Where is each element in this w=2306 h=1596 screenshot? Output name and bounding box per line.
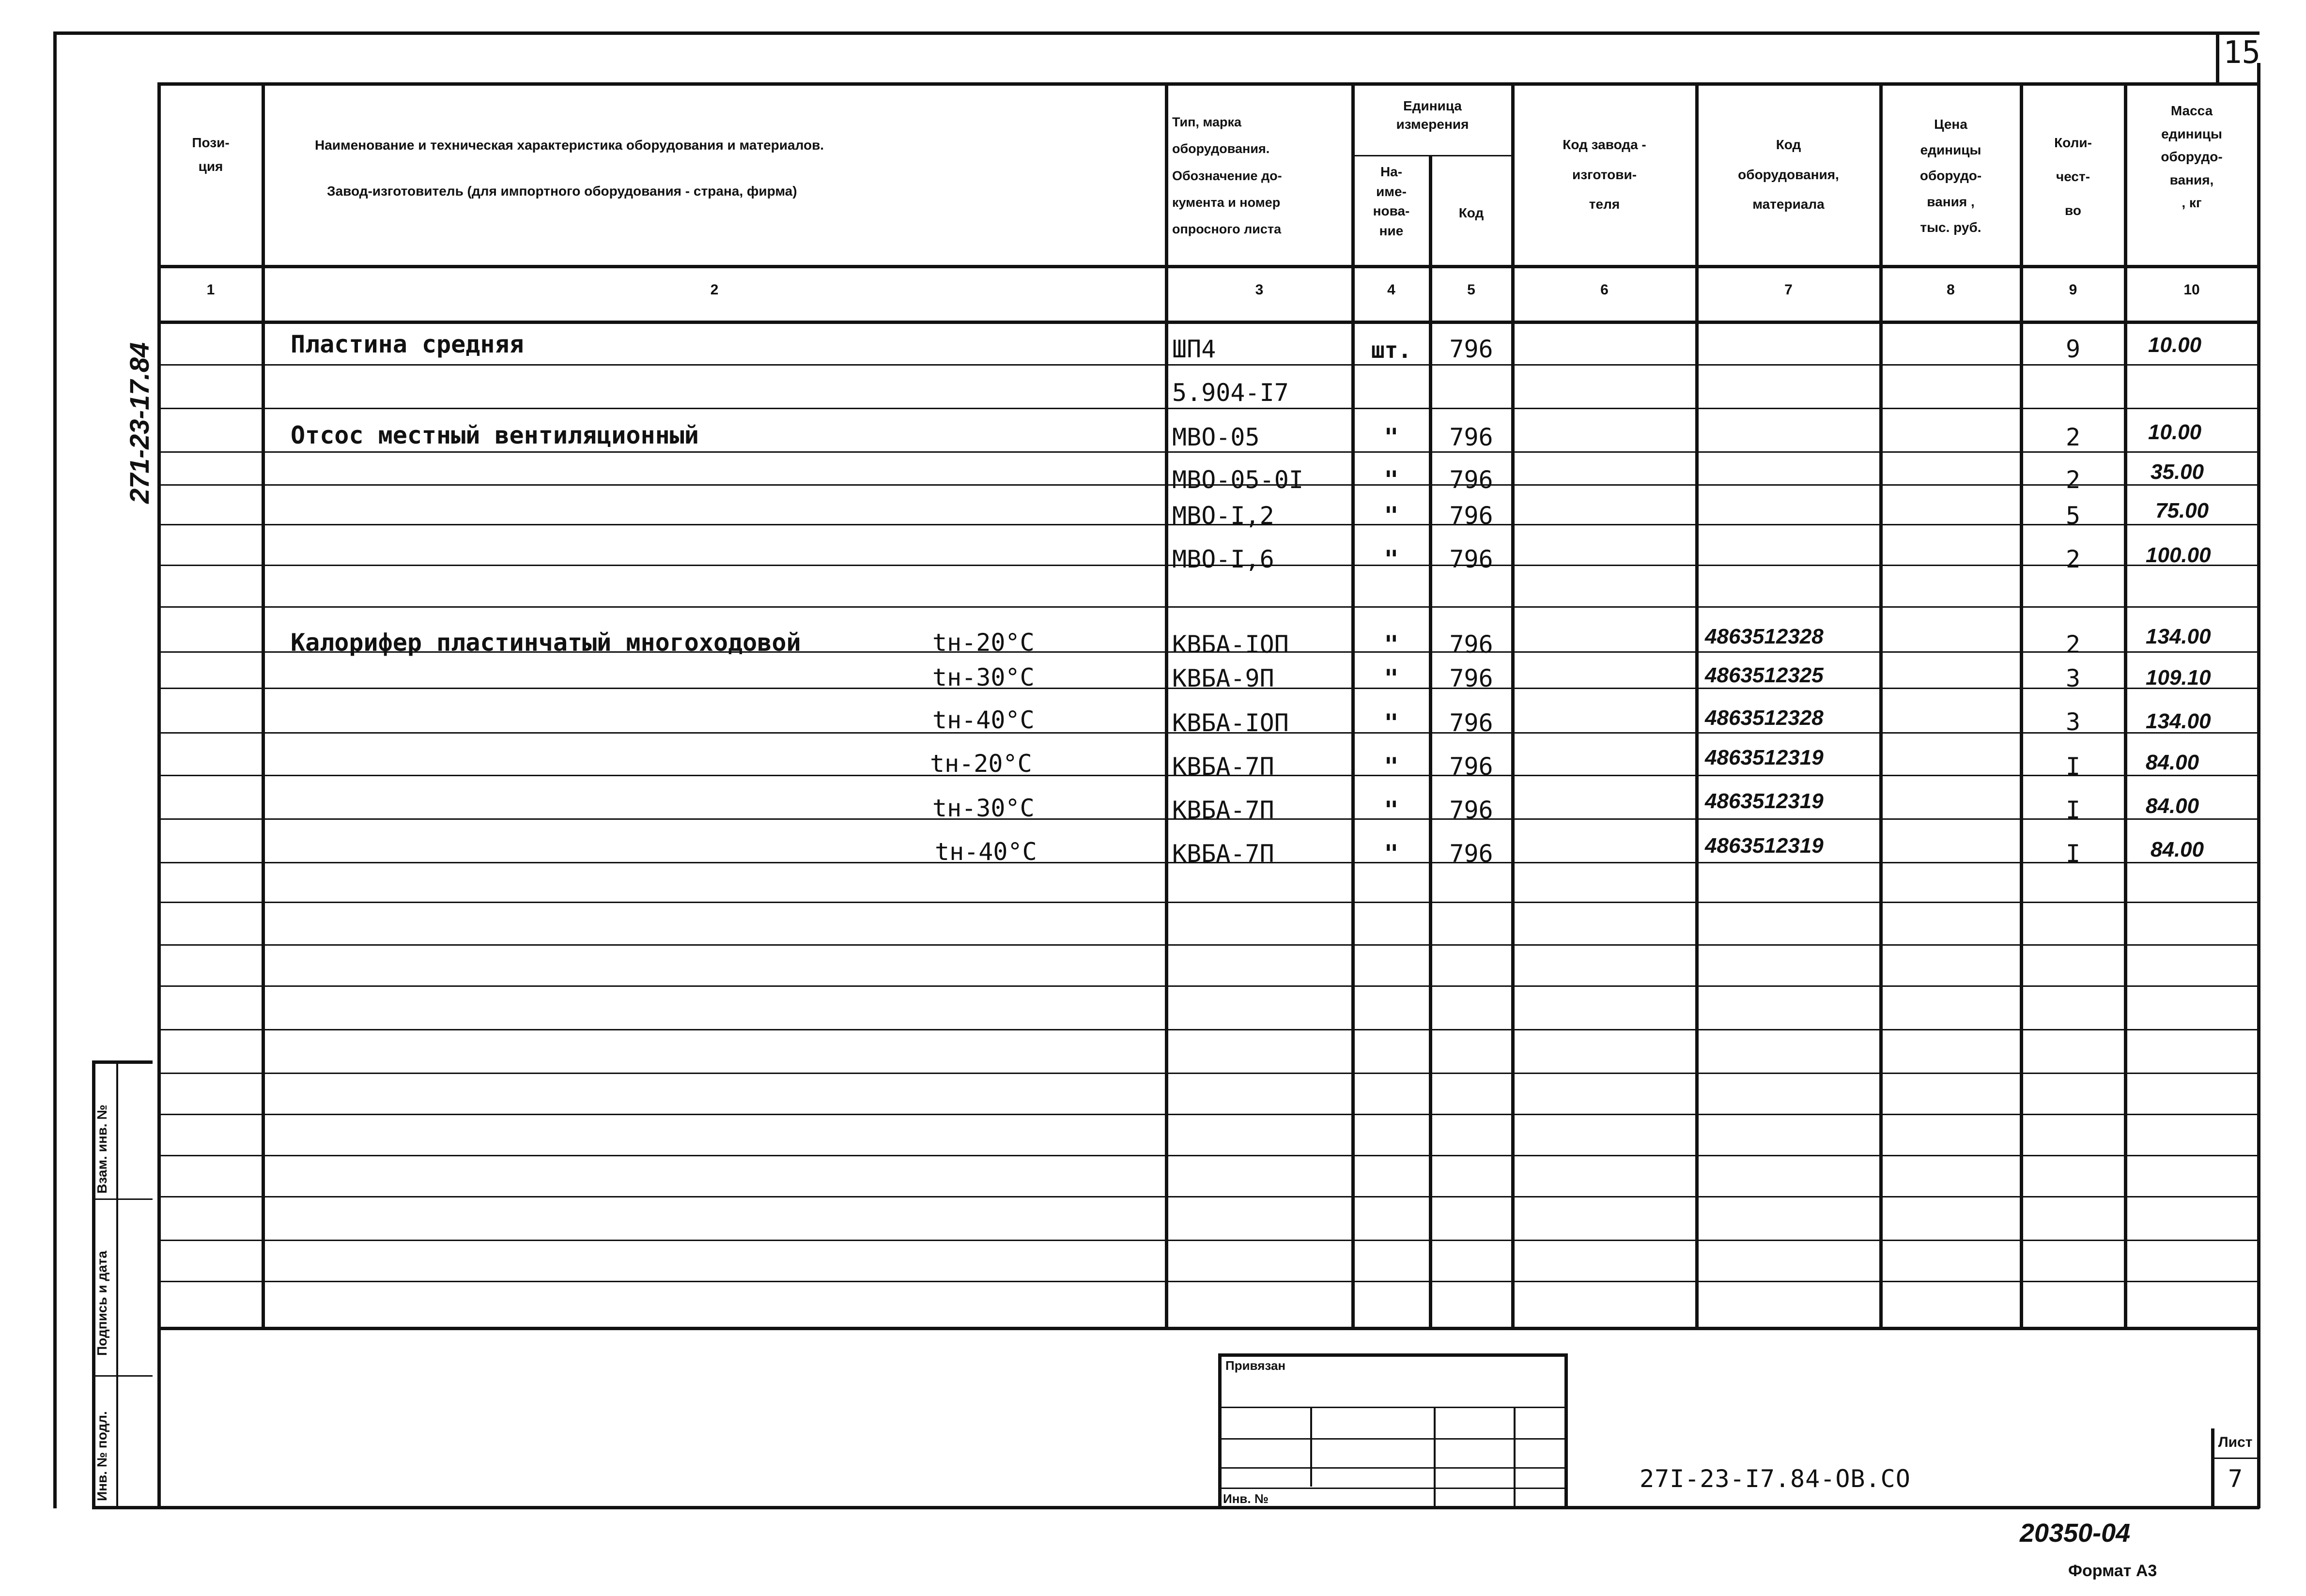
stamp-document-code: 27I-23-I7.84-ОВ.СО	[1640, 1465, 1911, 1493]
row-type: МВО-05	[1172, 423, 1260, 451]
row-name: Калорифер пластинчатый многоходовой	[291, 629, 801, 657]
col-divider-6-7	[1695, 82, 1699, 1328]
stamp-divider-3	[1514, 1407, 1516, 1508]
row-code: 796	[1449, 466, 1493, 494]
row-temp: tн-40°C	[935, 838, 1037, 866]
column-number-8: 8	[1947, 282, 1955, 298]
row-temp: tн-40°C	[932, 706, 1035, 734]
left-strip-podpis-data: Подпись и дата	[94, 1251, 109, 1356]
row-qty: 3	[2065, 664, 2081, 692]
row-temp: tн-20°C	[932, 629, 1035, 657]
row-line	[157, 944, 2260, 946]
header-quantity: Коли- чест- во	[2054, 135, 2092, 218]
column-number-7: 7	[1784, 282, 1793, 298]
row-type: МВО-I,2	[1172, 502, 1274, 530]
left-strip-divider	[116, 1060, 118, 1508]
row-code: 796	[1449, 709, 1493, 737]
row-name: Отсос местный вентиляционный	[291, 421, 699, 449]
left-strip-top	[92, 1060, 153, 1064]
row-equipment-code: 4863512325	[1705, 663, 1824, 687]
header-unit-name: На- име- нова- ние	[1373, 164, 1410, 238]
row-type: 5.904-I7	[1172, 379, 1289, 407]
left-strip-inv-podl: Инв. № подл.	[94, 1411, 109, 1501]
page-number-box-left	[2216, 31, 2219, 85]
col-divider-4-5	[1429, 155, 1432, 1328]
page-number: 15	[2223, 35, 2261, 71]
row-type: КВБА-IОП	[1172, 709, 1289, 737]
row-type: КВБА-7П	[1172, 796, 1274, 824]
row-mass: 100.00	[2146, 543, 2211, 567]
column-number-2: 2	[710, 282, 719, 298]
stamp-right	[1564, 1353, 1568, 1508]
row-line	[157, 1073, 2260, 1074]
row-code: 796	[1449, 840, 1493, 868]
row-equipment-code: 4863512319	[1705, 746, 1824, 769]
row-line	[157, 364, 2260, 366]
row-line	[157, 606, 2260, 608]
row-line	[157, 1281, 2260, 1282]
row-mass: 84.00	[2146, 794, 2199, 818]
column-number-9: 9	[2069, 282, 2077, 298]
row-equipment-code: 4863512328	[1705, 625, 1824, 648]
row-qty: I	[2065, 796, 2081, 824]
row-unit: "	[1384, 502, 1399, 530]
row-line	[157, 408, 2260, 409]
row-line	[157, 451, 2260, 453]
left-strip-line-2	[92, 1375, 153, 1377]
stamp-top	[1218, 1353, 1567, 1357]
row-mass: 35.00	[2151, 460, 2204, 484]
column-number-4: 4	[1387, 282, 1395, 298]
row-code: 796	[1449, 630, 1493, 659]
sheet-number: 7	[2228, 1465, 2243, 1493]
row-unit: "	[1384, 840, 1399, 868]
row-qty: 9	[2065, 335, 2081, 363]
row-line	[157, 1155, 2260, 1156]
row-unit: шт.	[1371, 337, 1412, 363]
row-unit: "	[1384, 752, 1399, 781]
left-strip-vzam-inv: Взам. инв. №	[94, 1105, 109, 1194]
header-type: Тип, марка оборудования. Обозначение до- кумента и номер опросного листа	[1172, 115, 1282, 237]
row-unit: "	[1384, 709, 1399, 737]
col-divider-8-9	[2020, 82, 2023, 1328]
row-type: ШП4	[1172, 335, 1216, 363]
header-price: Цена единицы оборудо- вания , тыс. руб.	[1919, 117, 1982, 235]
column-number-3: 3	[1255, 282, 1264, 298]
column-number-5: 5	[1467, 282, 1475, 298]
column-number-10: 10	[2183, 282, 2200, 298]
column-number-1: 1	[206, 282, 215, 298]
row-type: МВО-05-0I	[1172, 466, 1303, 494]
row-type: КВБА-7П	[1172, 840, 1274, 868]
row-qty: 2	[2065, 630, 2081, 659]
header-mass: Масса единицы оборудо- вания, , кг	[2161, 103, 2223, 211]
row-line	[157, 902, 2260, 903]
row-mass: 109.10	[2146, 666, 2211, 690]
row-unit: "	[1384, 630, 1399, 659]
row-unit: "	[1384, 796, 1399, 824]
col-divider-7-8	[1879, 82, 1883, 1328]
row-mass: 84.00	[2151, 838, 2204, 861]
row-equipment-code: 4863512319	[1705, 789, 1824, 813]
row-code: 796	[1449, 423, 1493, 451]
frame-bottom	[92, 1506, 2260, 1509]
row-temp: tн-20°C	[930, 750, 1032, 778]
header-unit-code: Код	[1458, 205, 1484, 220]
col-divider-2-3	[1165, 82, 1168, 1328]
archive-code: 20350-04	[2020, 1519, 2131, 1548]
col-divider-5-6	[1511, 82, 1515, 1328]
row-code: 796	[1449, 502, 1493, 530]
row-line	[157, 1114, 2260, 1115]
row-code: 796	[1449, 752, 1493, 781]
row-mass: 134.00	[2146, 709, 2211, 733]
side-document-code: 271-23-17.84	[124, 342, 155, 504]
format-label: Формат А3	[2068, 1562, 2157, 1580]
row-mass: 134.00	[2146, 625, 2211, 648]
row-qty: 3	[2065, 708, 2081, 736]
row-mass: 84.00	[2146, 751, 2199, 774]
header-name-line1: Наименование и техническая характеристика оборудования и материалов.	[315, 138, 824, 153]
header-equipment-code: Код оборудования, материала	[1738, 137, 1839, 212]
row-line	[157, 1196, 2260, 1197]
stamp-inv-no: Инв. №	[1223, 1491, 1269, 1506]
frame-top	[53, 31, 2260, 35]
header-position: Пози- ция	[192, 135, 230, 174]
header-plant-code: Код завода - изготови- теля	[1563, 137, 1646, 212]
row-temp: tн-30°C	[932, 663, 1035, 691]
row-equipment-code: 4863512319	[1705, 834, 1824, 858]
row-type: КВБА-7П	[1172, 752, 1274, 781]
row-code: 796	[1449, 545, 1493, 573]
stamp-left	[1218, 1353, 1222, 1508]
row-type: КВБА-IОП	[1172, 630, 1289, 659]
row-qty: I	[2065, 752, 2081, 781]
row-qty: 2	[2065, 545, 2081, 573]
row-unit: "	[1384, 545, 1399, 573]
row-temp: tн-30°C	[932, 794, 1035, 822]
row-qty: 2	[2065, 423, 2081, 451]
column-number-bottom	[157, 321, 2260, 324]
left-strip-line-1	[92, 1198, 153, 1200]
row-name: Пластина средняя	[291, 330, 524, 358]
col-divider-3-4	[1351, 82, 1355, 1328]
row-mass: 75.00	[2155, 499, 2209, 522]
row-equipment-code: 4863512328	[1705, 706, 1824, 730]
sheet-label: Лист	[2218, 1434, 2253, 1450]
row-code: 796	[1449, 664, 1493, 692]
row-line	[157, 1029, 2260, 1030]
stamp-divider-1	[1310, 1407, 1312, 1487]
row-qty: I	[2065, 840, 2081, 868]
table-bottom	[157, 1327, 2260, 1330]
row-line	[157, 1240, 2260, 1241]
row-line	[157, 985, 2260, 987]
unit-group-divider	[1351, 155, 1511, 156]
row-qty: 5	[2065, 502, 2081, 530]
row-unit: "	[1384, 423, 1399, 451]
row-code: 796	[1449, 335, 1493, 363]
frame-left	[53, 31, 57, 1508]
row-unit: "	[1384, 664, 1399, 692]
row-mass: 10.00	[2148, 420, 2202, 444]
frame-right	[2257, 63, 2260, 1508]
col-divider-9-10	[2124, 82, 2127, 1328]
row-type: МВО-I,6	[1172, 545, 1274, 573]
col-divider-1-2	[262, 82, 265, 1328]
row-type: КВБА-9П	[1172, 664, 1274, 692]
row-code: 796	[1449, 796, 1493, 824]
row-unit: "	[1384, 466, 1399, 494]
sheet-box-divider	[2211, 1458, 2260, 1459]
stamp-privyazan: Привязан	[1225, 1358, 1286, 1373]
row-qty: 2	[2065, 466, 2081, 494]
column-number-6: 6	[1600, 282, 1609, 298]
header-name-line2: Завод-изготовитель (для импортного оборудования - страна, фирма)	[327, 184, 797, 199]
header-unit-group: Единица измерения	[1396, 98, 1469, 132]
stamp-divider-2	[1434, 1407, 1436, 1508]
header-bottom	[157, 265, 2260, 268]
table-top	[157, 82, 2260, 86]
row-mass: 10.00	[2148, 333, 2202, 357]
